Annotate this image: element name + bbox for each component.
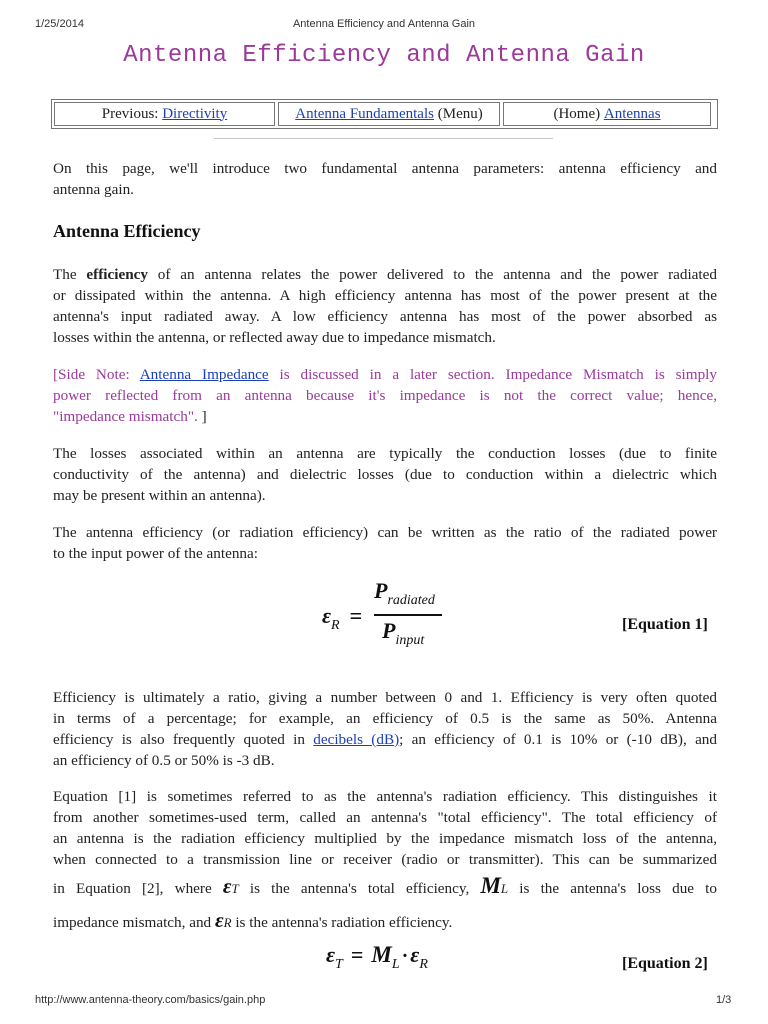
equation-1-label: [Equation 1] [622, 616, 708, 633]
para-text: The [53, 266, 87, 283]
para-line: Efficiency is ultimately a ratio, giving a number between 0 and 1. Efficiency is very often quoted [53, 689, 717, 706]
nav-home-prefix: (Home) [553, 105, 601, 122]
para-text: ; an efficiency of 0.1 is 10% or (-10 dB), and [399, 731, 717, 748]
para-line [53, 264, 717, 285]
equation-1 [322, 578, 452, 652]
para-line: Equation [1] is sometimes referred to as the antenna's radiation efficiency. This distinguishes it [53, 788, 717, 805]
print-url: http://www.antenna-theory.com/basics/gain.php [35, 994, 266, 1006]
subscript: R [331, 618, 340, 633]
side-note-text: "impedance mismatch". [53, 408, 202, 425]
power-symbol: P [374, 578, 388, 603]
losses-paragraph [53, 443, 717, 506]
intro-line: On this page, we'll introduce two fundamental antenna parameters: antenna efficiency and [53, 160, 717, 177]
para-line: to the input power of the antenna: [53, 545, 258, 562]
ratio-explanation-paragraph [53, 687, 717, 771]
para-text: is the antenna's loss due to [508, 880, 717, 897]
intro-line: antenna gain. [53, 181, 134, 198]
side-note-line [53, 364, 717, 385]
side-note-line: power reflected from an antenna because it's impedance is not the correct value; hence, [53, 387, 717, 404]
subscript: L [500, 881, 509, 896]
para-line [53, 905, 717, 938]
nav-menu-cell [278, 102, 500, 126]
epsilon-symbol: ε [322, 603, 332, 628]
print-doc-title: Antenna Efficiency and Antenna Gain [292, 18, 476, 30]
intro-paragraph [53, 158, 717, 200]
para-text: efficiency is also frequently quoted in [53, 731, 314, 748]
eq1-denominator [382, 618, 425, 648]
para-line: from another sometimes-used term, called an antenna's "total efficiency". The total efficiency of [53, 809, 717, 826]
side-note [53, 364, 717, 427]
nav-table [51, 99, 718, 129]
subscript: radiated [387, 593, 435, 608]
subscript: R [223, 915, 232, 930]
epsilon-symbol: ε [326, 942, 336, 967]
nav-previous-label: Previous: [101, 105, 159, 122]
ratio-paragraph [53, 522, 717, 564]
para-line: may be present within an antenna). [53, 487, 266, 504]
subscript: input [395, 633, 425, 648]
epsilon-t-symbol: ε [222, 874, 232, 898]
para-line: losses within the antenna, or reflected away due to impedance mismatch. [53, 329, 496, 346]
subscript: T [231, 881, 239, 896]
side-note-line [53, 406, 717, 427]
eq1-lhs [322, 603, 363, 633]
decibels-link[interactable]: decibels (dB) [313, 731, 400, 748]
divider [214, 138, 553, 139]
para-line: The antenna efficiency (or radiation efficiency) can be written as the ratio of the radiated power [53, 524, 717, 541]
eq1-numerator [374, 578, 435, 608]
side-note-close-bracket: ] [201, 408, 207, 425]
nav-menu-link[interactable]: Antenna Fundamentals [295, 105, 434, 122]
fraction-bar [374, 614, 442, 616]
para-line [53, 870, 717, 905]
para-text: of an antenna relates the power delivered to the antenna and the power radiated [147, 266, 717, 283]
equals-sign: = [349, 603, 363, 628]
para-line: an efficiency of 0.5 or 50% is -3 dB. [53, 752, 275, 769]
nav-home-cell [503, 102, 711, 126]
para-text: impedance mismatch, and [53, 914, 215, 931]
para-text: in Equation [2], where [53, 880, 223, 897]
multiply-dot: · [401, 945, 409, 967]
epsilon-symbol: ε [410, 942, 420, 967]
para-line: antenna's input radiated away. A low efficiency antenna has most of the power absorbed as [53, 308, 717, 325]
para-line: The losses associated within an antenna are typically the conduction losses (due to finite [53, 445, 717, 462]
equation-2 [326, 942, 428, 972]
para-line: when connected to a transmission line or receiver (radio or transmitter). This can be summarized [53, 851, 717, 868]
m-symbol: M [371, 942, 392, 967]
para-line [53, 729, 717, 750]
para-text: is the antenna's total efficiency, [238, 880, 481, 897]
print-page-number: 1/3 [716, 994, 732, 1006]
para-line: or dissipated within the antenna. A high efficiency antenna has most of the power present at the [53, 287, 717, 304]
print-date: 1/25/2014 [35, 18, 84, 30]
nav-previous-link[interactable]: Directivity [162, 105, 228, 122]
para-line: in terms of a percentage; for example, an efficiency of 0.5 is the same as 50%. Antenna [53, 710, 717, 727]
subscript: L [391, 957, 400, 972]
nav-previous-cell [54, 102, 275, 126]
bold-term: efficiency [86, 266, 148, 283]
para-line: conductivity of the antenna) and dielectric losses (due to conduction within a dielectric which [53, 466, 717, 483]
efficiency-paragraph [53, 264, 717, 348]
equation-2-label: [Equation 2] [622, 955, 708, 972]
power-symbol: P [382, 618, 396, 643]
nav-menu-suffix: (Menu) [437, 105, 483, 122]
para-text: is the antenna's radiation efficiency. [231, 914, 453, 931]
antenna-impedance-link[interactable]: Antenna Impedance [139, 366, 269, 383]
epsilon-r-symbol: ε [214, 908, 224, 932]
subscript: T [335, 957, 343, 972]
subscript: R [419, 957, 428, 972]
total-efficiency-paragraph [53, 786, 717, 938]
para-line: an antenna is the radiation efficiency multiplied by the impedance mismatch loss of the antenna, [53, 830, 717, 847]
m-l-symbol: M [480, 873, 501, 898]
equals-sign: = [350, 942, 364, 967]
side-note-text: is discussed in a later section. Impedance Mismatch is simply [268, 366, 717, 383]
page-title: Antenna Efficiency and Antenna Gain [123, 42, 645, 69]
side-note-text: [Side Note: [53, 366, 140, 383]
nav-home-link[interactable]: Antennas [603, 105, 661, 122]
section-heading: Antenna Efficiency [53, 221, 201, 241]
